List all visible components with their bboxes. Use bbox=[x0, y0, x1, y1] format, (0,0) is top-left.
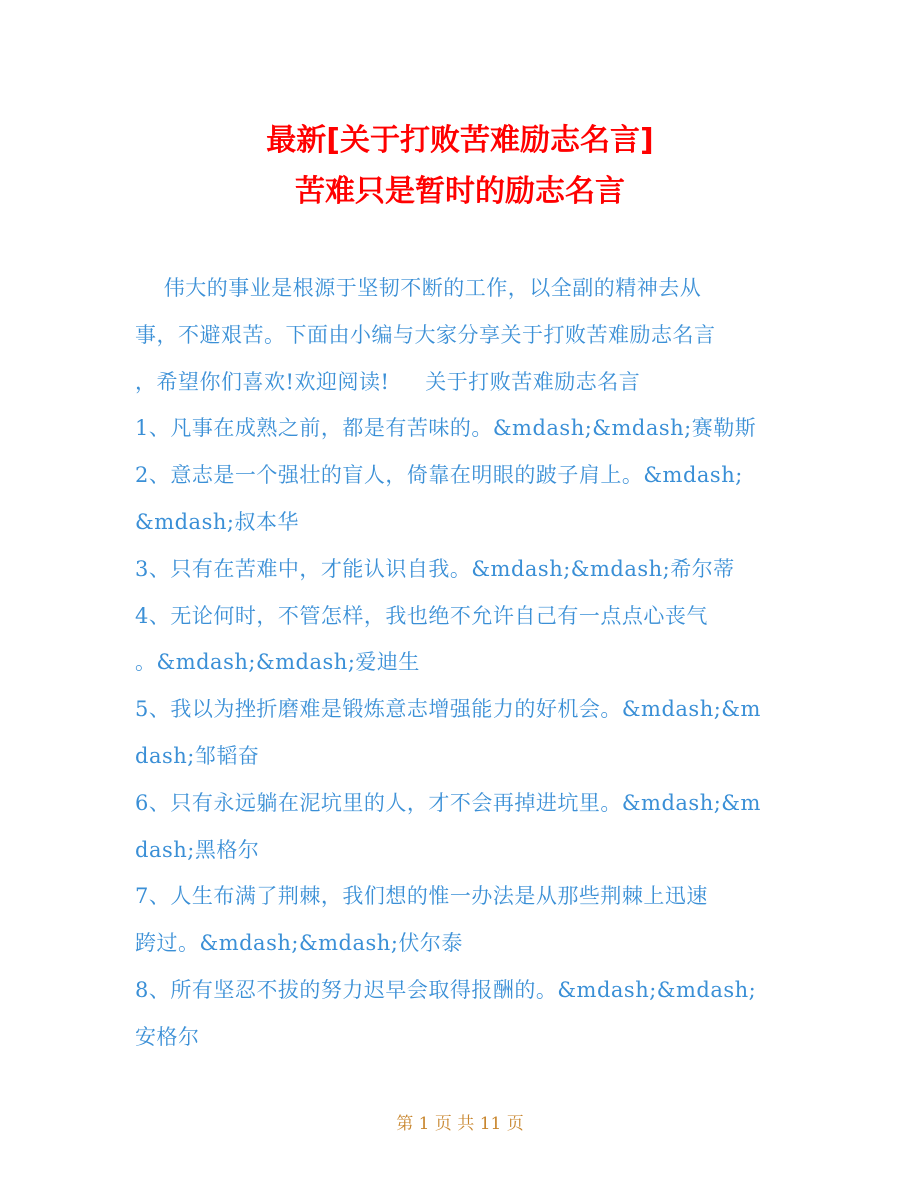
quote-line: dash;黑格尔 bbox=[135, 837, 260, 862]
quote-line: 跨过。&mdash;&mdash;伏尔泰 bbox=[135, 931, 463, 956]
quote-line: 3、只有在苦难中，才能认识自我。&mdash;&mdash;希尔蒂 bbox=[135, 556, 735, 581]
quote-line: 8、所有坚忍不拔的努力迟早会取得报酬的。&mdash;&mdash; bbox=[135, 977, 757, 1002]
quote-line: 4、无论何时，不管怎样，我也绝不允许自己有一点点心丧气 bbox=[135, 603, 708, 628]
page-number-footer: 第 1 页 共 11 页 bbox=[396, 1114, 524, 1134]
quote-line: &mdash;叔本华 bbox=[135, 509, 299, 534]
quote-line: 。&mdash;&mdash;爱迪生 bbox=[135, 650, 420, 675]
body-line: 伟大的事业是根源于坚韧不断的工作，以全副的精神去从 bbox=[135, 276, 702, 300]
body-text bbox=[135, 265, 795, 1061]
title-line-1: 最新[关于打败苦难励志名言] bbox=[266, 123, 654, 158]
quote-line: 2、意志是一个强壮的盲人，倚靠在明眼的跛子肩上。&mdash; bbox=[135, 463, 743, 488]
quote-line: 1、凡事在成熟之前，都是有苦味的。&mdash;&mdash;赛勒斯 bbox=[135, 416, 757, 441]
quote-line: 7、人生布满了荆棘，我们想的惟一办法是从那些荆棘上迅速 bbox=[135, 884, 708, 909]
body-line: ，希望你们喜欢!欢迎阅读! 关于打败苦难励志名言 bbox=[135, 369, 641, 394]
quote-line: 5、我以为挫折磨难是锻炼意志增强能力的好机会。&mdash;&m bbox=[135, 697, 761, 722]
quote-line: dash;邹韬奋 bbox=[135, 743, 260, 768]
quote-line: 安格尔 bbox=[135, 1024, 200, 1049]
quote-line: 6、只有永远躺在泥坑里的人，才不会再掉进坑里。&mdash;&m bbox=[135, 790, 761, 815]
title-line-2: 苦难只是暂时的励志名言 bbox=[295, 174, 625, 209]
body-line: 事，不避艰苦。下面由小编与大家分享关于打败苦难励志名言 bbox=[135, 322, 716, 347]
